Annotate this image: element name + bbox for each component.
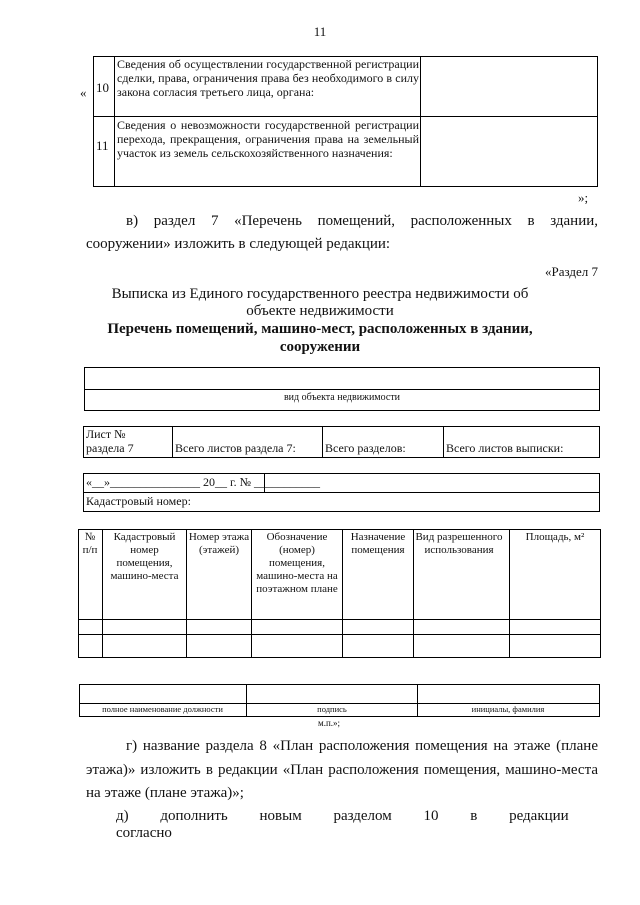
opening-quote: « <box>80 85 87 100</box>
amendment-table <box>93 56 597 186</box>
object-type-box <box>84 367 600 411</box>
row-number: 11 <box>96 138 109 153</box>
closing-quote: »; <box>578 190 589 205</box>
row-number: 10 <box>96 80 109 95</box>
position-label: полное наименование должности <box>102 704 223 714</box>
sheet-info-box <box>83 426 600 458</box>
signature-box <box>79 684 599 716</box>
cadastral-number-label: Кадастровый номер: <box>86 494 191 508</box>
header-cell: Площадь, м² <box>525 531 585 543</box>
paragraph-d: д) дополнить новым разделом 10 в редакции согласно <box>116 808 569 841</box>
header-cell: Назначение помещения <box>350 531 406 556</box>
header-cell: № п/п <box>82 531 98 556</box>
object-type-label: вид объекта недвижимости <box>283 392 401 403</box>
date-line: «__»_______________ 20__ г. № ___________ <box>86 475 321 489</box>
total-sheets-extract-label: Всего листов выписки: <box>446 441 564 455</box>
total-sheets-section-label: Всего листов раздела 7: <box>175 441 296 455</box>
total-sections-label: Всего разделов: <box>325 441 406 455</box>
row-text: Сведения о невозможности государственной регистрации перехода, прекращения, ограничения права на земельный участок из земель сельскохозяйственного назначения: <box>117 118 419 160</box>
signature-label: подпись <box>317 704 347 714</box>
heading-list: Перечень помещений, машино-мест, расположенных в здании, сооружении <box>107 321 533 355</box>
row-text: Сведения об осуществлении государственной регистрации сделки, права, ограничения права без необходимого в силу закона согласия третьего лица, органа: <box>117 57 419 99</box>
cadastral-box <box>83 473 600 512</box>
header-cell: Номер этажа (этажей) <box>188 531 250 556</box>
paragraph-g: г) название раздела 8 «План расположения помещения на этаже (плане этажа)» изложить в редакции «План расположения помещения, машино-места на этаже (плане этажа)»; <box>86 738 598 801</box>
section-label: «Раздел 7 <box>544 264 598 279</box>
name-label: инициалы, фамилия <box>471 704 545 714</box>
header-cell: Кадастровый номер помещения, машино-места <box>110 531 179 582</box>
header-cell: Обозначение (номер) помещения, машино-места на поэтажном плане <box>256 531 338 595</box>
stamp-label: м.п.»; <box>318 718 341 728</box>
premises-table <box>78 529 600 658</box>
paragraph-v: в) раздел 7 «Перечень помещений, расположенных в здании, сооружении» изложить в следующей редакции: <box>86 213 598 252</box>
header-cell: Вид разрешенного использования <box>415 531 503 556</box>
page-number: 11 <box>313 24 327 39</box>
sheet-number-label: Лист № раздела 7 <box>86 427 134 455</box>
heading-extract: Выписка из Единого государственного реестра недвижимости об объекте недвижимости <box>111 286 529 319</box>
